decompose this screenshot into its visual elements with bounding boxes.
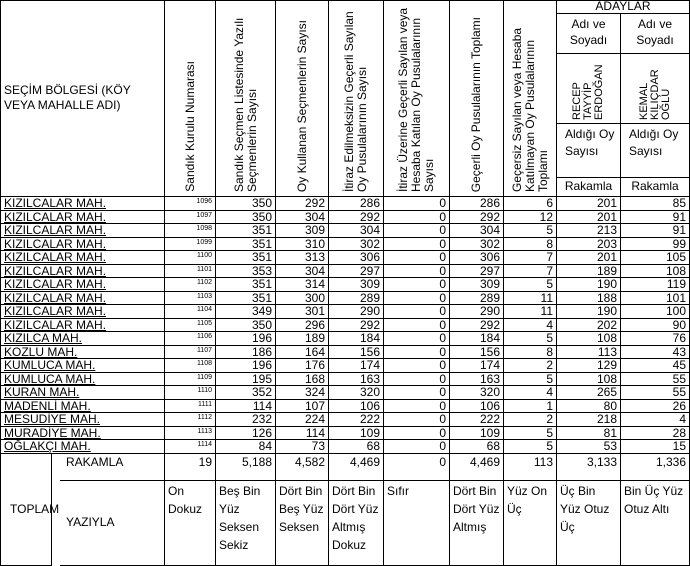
row-value-3: 109	[329, 427, 384, 441]
row-ballot-box-number: 1103	[165, 292, 216, 306]
row-ballot-box-number: 1101	[165, 265, 216, 279]
row-value-5: 106	[450, 400, 504, 414]
row-value-5: 222	[450, 413, 504, 427]
row-value-1: 126	[216, 427, 276, 441]
row-region-name: KIZILCALAR MAH.	[0, 197, 165, 211]
row-value-7: 218	[557, 413, 621, 427]
aldigi-oy-label-2: Aldığı Oy Sayısı	[621, 124, 690, 178]
row-ballot-box-number: 1105	[165, 319, 216, 333]
row-value-1: 353	[216, 265, 276, 279]
row-value-8: 45	[621, 359, 690, 373]
row-value-2: 73	[276, 440, 329, 454]
totals-yaziyla-value-4: Dört Bin Dört Yüz Altmış Dokuz	[329, 481, 384, 566]
totals-yaziyla-value-6: Dört Bin Dört Yüz Altmış	[450, 481, 504, 566]
row-value-8: 105	[621, 251, 690, 265]
row-value-1: 195	[216, 373, 276, 387]
row-value-2: 224	[276, 413, 329, 427]
row-value-3: 156	[329, 346, 384, 360]
row-value-3: 163	[329, 373, 384, 387]
row-value-2: 301	[276, 305, 329, 319]
row-value-8: 15	[621, 440, 690, 454]
row-value-3: 320	[329, 386, 384, 400]
totals-rakamla-value-6: 4,469	[450, 454, 504, 481]
row-value-3: 106	[329, 400, 384, 414]
column-header-text: İtiraz Edilmeksizin Geçerli Sayılan Oy Pusulalarının Sayısı	[342, 11, 369, 192]
row-ballot-box-number: 1096	[165, 197, 216, 211]
row-value-2: 164	[276, 346, 329, 360]
row-value-8: 76	[621, 332, 690, 346]
row-value-8: 28	[621, 427, 690, 441]
row-value-2: 304	[276, 211, 329, 225]
row-value-7: 203	[557, 238, 621, 252]
row-value-8: 55	[621, 373, 690, 387]
row-value-8: 85	[621, 197, 690, 211]
row-region-name: KIZILCALAR MAH.	[0, 211, 165, 225]
totals-yaziyla-value-9: Bin Üç Yüz Otuz Altı	[621, 481, 690, 566]
row-value-8: 100	[621, 305, 690, 319]
row-value-3: 302	[329, 238, 384, 252]
totals-yaziyla-value-5: Sıfır	[384, 481, 450, 566]
row-value-1: 351	[216, 238, 276, 252]
row-value-1: 196	[216, 332, 276, 346]
row-value-4: 0	[384, 197, 450, 211]
row-value-2: 309	[276, 224, 329, 238]
column-header-5	[384, 0, 450, 197]
row-value-3: 292	[329, 211, 384, 225]
row-value-8: 91	[621, 224, 690, 238]
row-region-name: KOZLU MAH.	[0, 346, 165, 360]
row-value-2: 292	[276, 197, 329, 211]
row-ballot-box-number: 1098	[165, 224, 216, 238]
row-value-4: 0	[384, 319, 450, 333]
row-value-5: 174	[450, 359, 504, 373]
row-value-6: 6	[504, 197, 557, 211]
row-value-6: 11	[504, 292, 557, 306]
row-value-2: 304	[276, 265, 329, 279]
row-value-7: 190	[557, 278, 621, 292]
row-value-7: 202	[557, 319, 621, 333]
row-value-3: 304	[329, 224, 384, 238]
row-ballot-box-number: 1097	[165, 211, 216, 225]
row-ballot-box-number: 1099	[165, 238, 216, 252]
totals-yaziyla-value-8: Üç Bin Yüz Otuz Üç	[557, 481, 621, 566]
row-value-2: 324	[276, 386, 329, 400]
column-header-4	[329, 0, 384, 197]
row-value-4: 0	[384, 346, 450, 360]
row-value-1: 350	[216, 211, 276, 225]
row-value-4: 0	[384, 211, 450, 225]
row-region-name: KIZILCALAR MAH.	[0, 319, 165, 333]
row-value-4: 0	[384, 292, 450, 306]
rakamla-header-1: Rakamla	[557, 178, 621, 197]
row-ballot-box-number: 1112	[165, 413, 216, 427]
totals-rakamla-value-8: 3,133	[557, 454, 621, 481]
row-value-6: 4	[504, 319, 557, 333]
row-value-5: 292	[450, 319, 504, 333]
row-region-name: KIZILCALAR MAH.	[0, 305, 165, 319]
row-value-7: 201	[557, 211, 621, 225]
row-value-8: 90	[621, 319, 690, 333]
row-value-8: 43	[621, 346, 690, 360]
row-value-6: 1	[504, 400, 557, 414]
row-value-6: 5	[504, 332, 557, 346]
candidate-name-text: RECEP TAYYİP ERDOĞAN	[571, 64, 605, 120]
column-header-2	[216, 0, 276, 197]
row-value-8: 91	[621, 211, 690, 225]
row-value-6: 11	[504, 305, 557, 319]
column-header-6	[450, 0, 504, 197]
row-value-8: 99	[621, 238, 690, 252]
row-value-7: 53	[557, 440, 621, 454]
row-value-1: 84	[216, 440, 276, 454]
row-region-name: KIZILCALAR MAH.	[0, 292, 165, 306]
row-value-8: 26	[621, 400, 690, 414]
row-value-3: 306	[329, 251, 384, 265]
row-value-3: 184	[329, 332, 384, 346]
row-region-name: KIZILCALAR MAH.	[0, 251, 165, 265]
totals-rakamla-value-5: 0	[384, 454, 450, 481]
row-ballot-box-number: 1102	[165, 278, 216, 292]
row-value-6: 12	[504, 211, 557, 225]
row-value-4: 0	[384, 440, 450, 454]
row-value-3: 286	[329, 197, 384, 211]
row-value-4: 0	[384, 359, 450, 373]
candidate-name-2	[621, 54, 690, 124]
row-value-1: 350	[216, 319, 276, 333]
row-value-6: 7	[504, 251, 557, 265]
row-value-2: 168	[276, 373, 329, 387]
column-header-text: Geçersiz Sayılan veya Hesaba Katılmayan Oy Pusulalarının Toplamı	[509, 27, 550, 192]
row-value-1: 352	[216, 386, 276, 400]
adaylar-header: ADAYLAR	[557, 0, 690, 14]
row-value-7: 189	[557, 265, 621, 279]
row-value-4: 0	[384, 278, 450, 292]
row-value-4: 0	[384, 305, 450, 319]
totals-yaziyla-label: YAZIYLA	[60, 481, 165, 566]
row-value-4: 0	[384, 265, 450, 279]
column-header-text: İtiraz Üzerine Geçerli Sayılan veya Hesaba Katılan Oy Pusulalarının Sayısı	[396, 7, 436, 192]
row-value-3: 289	[329, 292, 384, 306]
row-value-6: 8	[504, 346, 557, 360]
row-value-1: 232	[216, 413, 276, 427]
row-value-2: 313	[276, 251, 329, 265]
row-value-4: 0	[384, 400, 450, 414]
row-value-6: 5	[504, 440, 557, 454]
row-value-7: 213	[557, 224, 621, 238]
totals-yaziyla-value-2: Beş Bin Yüz Seksen Sekiz	[216, 481, 276, 566]
row-value-6: 8	[504, 238, 557, 252]
totals-rakamla-value-7: 113	[504, 454, 557, 481]
row-ballot-box-number: 1114	[165, 440, 216, 454]
row-value-2: 189	[276, 332, 329, 346]
row-value-5: 286	[450, 197, 504, 211]
aldigi-oy-label-1: Aldığı Oy Sayısı	[557, 124, 621, 178]
row-value-4: 0	[384, 224, 450, 238]
row-ballot-box-number: 1110	[165, 386, 216, 400]
row-value-7: 265	[557, 386, 621, 400]
row-value-4: 0	[384, 238, 450, 252]
candidate-name-1	[557, 54, 621, 124]
row-value-8: 119	[621, 278, 690, 292]
row-ballot-box-number: 1106	[165, 332, 216, 346]
row-value-3: 297	[329, 265, 384, 279]
row-value-5: 297	[450, 265, 504, 279]
row-value-5: 156	[450, 346, 504, 360]
row-value-7: 188	[557, 292, 621, 306]
column-header-text: Sandık Kurulu Numarası	[182, 61, 197, 192]
row-value-2: 300	[276, 292, 329, 306]
column-header-text: Geçerli Oy Pusulalarının Toplamı	[469, 16, 483, 192]
row-value-4: 0	[384, 413, 450, 427]
row-value-1: 351	[216, 292, 276, 306]
totals-yaziyla-value-1: On Dokuz	[165, 481, 216, 566]
row-value-5: 292	[450, 211, 504, 225]
row-value-7: 108	[557, 332, 621, 346]
row-value-6: 4	[504, 386, 557, 400]
row-value-8: 4	[621, 413, 690, 427]
row-region-name: KIZILCALAR MAH.	[0, 238, 165, 252]
row-value-3: 292	[329, 319, 384, 333]
totals-rakamla-value-9: 1,336	[621, 454, 690, 481]
row-value-5: 290	[450, 305, 504, 319]
row-value-8: 55	[621, 386, 690, 400]
row-region-name: MURADİYE MAH.	[0, 427, 165, 441]
column-header-7	[504, 0, 557, 197]
row-value-8: 108	[621, 265, 690, 279]
row-ballot-box-number: 1113	[165, 427, 216, 441]
row-region-name: KIZILCALAR MAH.	[0, 278, 165, 292]
row-value-5: 302	[450, 238, 504, 252]
row-value-4: 0	[384, 373, 450, 387]
row-value-1: 186	[216, 346, 276, 360]
row-value-5: 320	[450, 386, 504, 400]
row-value-4: 0	[384, 427, 450, 441]
row-value-1: 351	[216, 224, 276, 238]
row-region-name: KUMLUCA MAH.	[0, 359, 165, 373]
row-value-6: 5	[504, 373, 557, 387]
row-ballot-box-number: 1111	[165, 400, 216, 414]
row-value-1: 350	[216, 197, 276, 211]
row-value-7: 113	[557, 346, 621, 360]
row-region-name: KIZILCALAR MAH.	[0, 224, 165, 238]
row-value-5: 289	[450, 292, 504, 306]
row-value-4: 0	[384, 332, 450, 346]
row-value-8: 101	[621, 292, 690, 306]
row-value-1: 196	[216, 359, 276, 373]
column-header-3	[276, 0, 329, 197]
totals-yaziyla-value-3: Dört Bin Beş Yüz Seksen	[276, 481, 329, 566]
totals-label: TOPLAM	[0, 454, 52, 566]
row-value-5: 68	[450, 440, 504, 454]
totals-rakamla-value-2: 5,188	[216, 454, 276, 481]
column-header-text: Sandık Seçmen Listesinde Yazılı Seçmenlerin Sayısı	[231, 17, 259, 192]
column-header-1	[165, 0, 216, 197]
row-region-name: KIZILCALAR MAH.	[0, 265, 165, 279]
row-value-5: 109	[450, 427, 504, 441]
row-value-2: 107	[276, 400, 329, 414]
rakamla-header-2: Rakamla	[621, 178, 690, 197]
row-value-1: 351	[216, 251, 276, 265]
row-value-7: 190	[557, 305, 621, 319]
row-value-6: 2	[504, 359, 557, 373]
row-value-5: 306	[450, 251, 504, 265]
row-value-6: 2	[504, 413, 557, 427]
row-region-name: KIZILCA MAH.	[0, 332, 165, 346]
row-value-5: 304	[450, 224, 504, 238]
candidate-name-label-1: Adı ve Soyadı	[557, 14, 621, 54]
row-value-3: 222	[329, 413, 384, 427]
row-value-3: 309	[329, 278, 384, 292]
candidate-name-label-2: Adı ve Soyadı	[621, 14, 690, 54]
row-value-3: 68	[329, 440, 384, 454]
column-header-text: Oy Kullanan Seçmenlerin Sayısı	[294, 19, 309, 192]
row-value-1: 114	[216, 400, 276, 414]
row-ballot-box-number: 1104	[165, 305, 216, 319]
row-value-7: 81	[557, 427, 621, 441]
region-header: SEÇİM BÖLGESİ (KÖY VEYA MAHALLE ADI)	[0, 0, 165, 197]
candidate-name-text: KEMAL KILIÇDAR OĞLU	[637, 69, 672, 120]
totals-yaziyla-value-7: Yüz On Üç	[504, 481, 557, 566]
row-value-2: 296	[276, 319, 329, 333]
row-value-6: 5	[504, 427, 557, 441]
row-ballot-box-number: 1107	[165, 346, 216, 360]
row-region-name: OĞLAKÇI MAH.	[0, 440, 165, 454]
row-value-3: 174	[329, 359, 384, 373]
row-value-2: 310	[276, 238, 329, 252]
row-region-name: MADENLİ MAH.	[0, 400, 165, 414]
row-value-6: 7	[504, 265, 557, 279]
row-region-name: KURAN MAH.	[0, 386, 165, 400]
row-value-6: 5	[504, 224, 557, 238]
row-value-5: 163	[450, 373, 504, 387]
row-value-7: 201	[557, 251, 621, 265]
row-value-2: 114	[276, 427, 329, 441]
totals-rakamla-value-4: 4,469	[329, 454, 384, 481]
row-value-1: 349	[216, 305, 276, 319]
row-region-name: MESUDİYE MAH.	[0, 413, 165, 427]
totals-rakamla-value-3: 4,582	[276, 454, 329, 481]
row-value-7: 201	[557, 197, 621, 211]
totals-rakamla-value-1: 19	[165, 454, 216, 481]
totals-rakamla-label: RAKAMLA	[60, 454, 165, 481]
row-value-7: 80	[557, 400, 621, 414]
row-value-4: 0	[384, 251, 450, 265]
row-ballot-box-number: 1109	[165, 373, 216, 387]
row-value-3: 290	[329, 305, 384, 319]
row-region-name: KUMLUCA MAH.	[0, 373, 165, 387]
row-value-2: 314	[276, 278, 329, 292]
row-value-7: 108	[557, 373, 621, 387]
row-value-4: 0	[384, 386, 450, 400]
row-value-7: 129	[557, 359, 621, 373]
row-value-1: 351	[216, 278, 276, 292]
row-value-6: 5	[504, 278, 557, 292]
row-value-2: 176	[276, 359, 329, 373]
row-ballot-box-number: 1108	[165, 359, 216, 373]
row-value-5: 184	[450, 332, 504, 346]
row-ballot-box-number: 1100	[165, 251, 216, 265]
row-value-5: 309	[450, 278, 504, 292]
